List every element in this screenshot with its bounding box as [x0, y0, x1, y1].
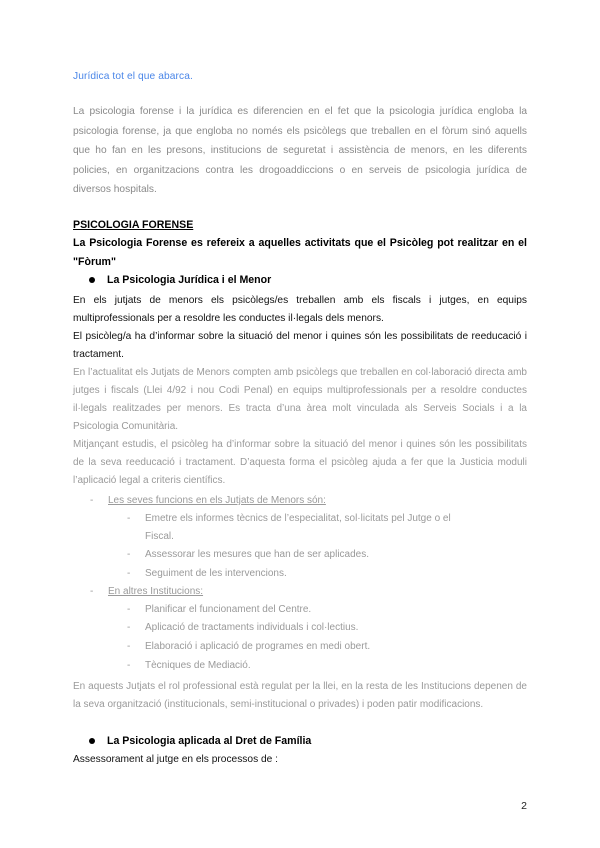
- bullet-label: La Psicologia aplicada al Dret de Família: [107, 735, 312, 747]
- list2-title-row: [90, 586, 203, 597]
- list-item: - Tècniques de Mediació.: [127, 660, 251, 671]
- list2-title: En altres Institucions:: [108, 586, 204, 597]
- paragraph-3: En l’actualitat els Jutjats de Menors compten amb psicòlegs que treballen en col·laboració directa amb jutges i fiscals (Llei 4/92 i nou Codi Penal) en equips multiprofessionals per a resoldre conductes il·legals realitzades per menors. Es tracta d’una àrea molt vinculada als Serveis Socials i a la Psicologia Comunitària.: [73, 367, 527, 432]
- dash-icon: -: [127, 660, 131, 671]
- dash-icon: -: [127, 604, 131, 615]
- list-item: - Aplicació de tractaments individuals i col·lectius.: [127, 622, 359, 633]
- bullet-dot-icon: [89, 738, 95, 744]
- dash-icon: -: [127, 568, 131, 579]
- paragraph-5: En aquests Jutjats el rol professional està regulat per la llei, en la resta de les Institucions depenen de la seva organització (institucionals, semi-institucional o privades) i poden patir modificacions.: [73, 681, 527, 710]
- dash-icon: -: [127, 549, 131, 560]
- dash-icon: -: [127, 622, 131, 633]
- list-item: - Emetre els informes tècnics de l’especialitat, sol·licitats pel Jutge o el: [127, 513, 451, 524]
- dash-icon: -: [90, 586, 94, 597]
- paragraph-1: En els jutjats de menors els psicòlegs/es treballen amb els fiscals i jutges, en equips multiprofessionals per a resoldre les conductes il·legals dels menors.: [73, 295, 527, 324]
- list1-title: Les seves funcions en els Jutjats de Menors són:: [108, 495, 326, 506]
- page-number: 2: [521, 800, 527, 812]
- paragraph-6: Assessorament al jutge en els processos de :: [73, 754, 278, 765]
- dash-icon: -: [90, 495, 94, 506]
- list-item-continuation: Fiscal.: [145, 531, 174, 542]
- list-item: - Seguiment de les intervencions.: [127, 568, 287, 579]
- section-lead: La Psicologia Forense es refereix a aquelles activitats que el Psicòleg pot realitzar en el "Fòrum": [73, 237, 527, 268]
- bullet-dot-icon: [89, 277, 95, 283]
- comparison-paragraph: La psicologia forense i la jurídica es diferencien en el fet que la psicologia jurídica engloba la psicologia forense, ja que engloba no només els psicòlegs que treballen en el fòrum sinó aquells que ho fan en les presons, institucions de seguretat i assistència de menors, en les diferents policies, en organitzacions contra les drogoaddiccions o en serveis de psicologia jurídica de diversos hospitals.: [73, 106, 527, 195]
- bullet-juridica-menor: [89, 274, 271, 286]
- paragraph-2: El psicòleg/a ha d’informar sobre la situació del menor i quines són les possibilitats de reeducació i tractament.: [73, 331, 527, 360]
- dash-icon: -: [127, 513, 131, 524]
- list1-title-row: [90, 495, 326, 506]
- list-item: - Assessorar les mesures que han de ser aplicades.: [127, 549, 370, 560]
- list-item: - Elaboració i aplicació de programes en medi obert.: [127, 641, 371, 652]
- bullet-dret-familia: [89, 735, 311, 747]
- list-item: - Planificar el funcionament del Centre.: [127, 604, 312, 615]
- paragraph-4: Mitjançant estudis, el psicòleg ha d’informar sobre la situació del menor i quines són les possibilitats de la seva reeducació i tractament. D’aquesta forma el psicòleg ajuda a fer que la Justicia moduli l’aplicació legal a criteris científics.: [73, 439, 527, 486]
- intro-line: Jurídica tot el que abarca.: [73, 71, 193, 82]
- dash-icon: -: [127, 641, 131, 652]
- bullet-label: La Psicologia Jurídica i el Menor: [107, 274, 272, 286]
- section-heading: PSICOLOGIA FORENSE: [73, 219, 194, 231]
